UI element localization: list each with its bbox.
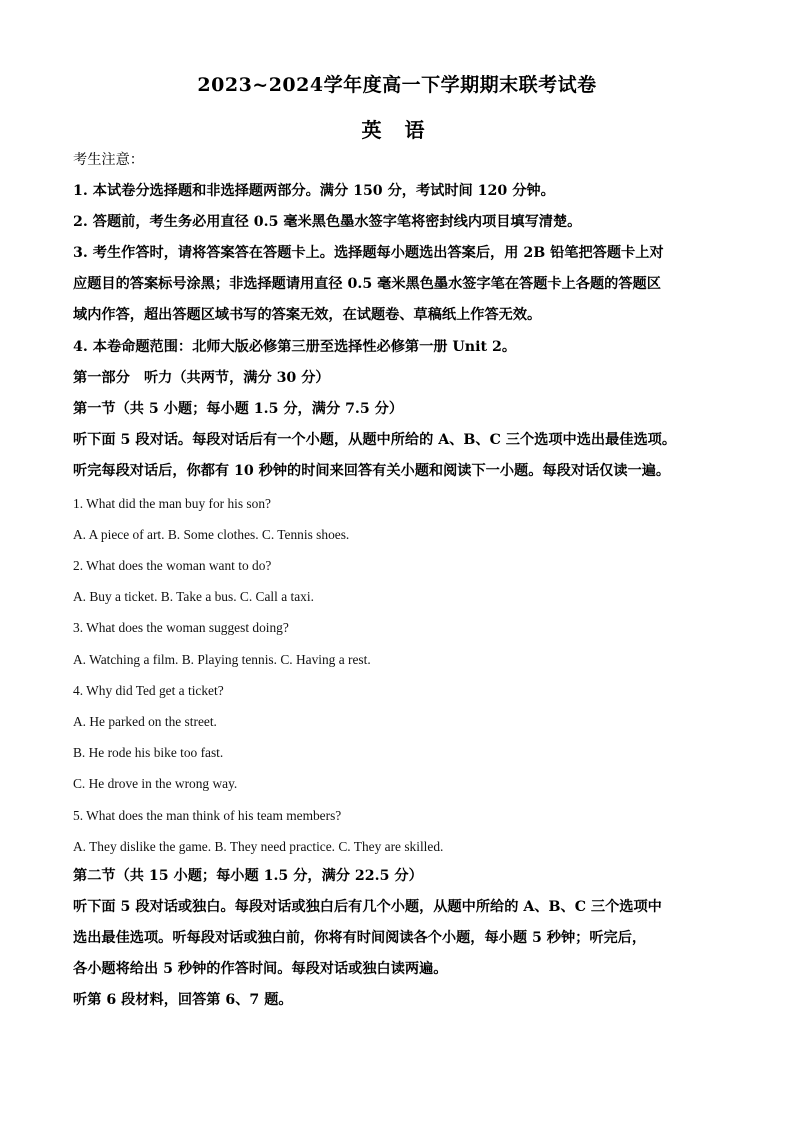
notice-item: 3. 考生作答时，请将答案答在答题卡上。选择题每小题选出答案后，用 2B 铅笔把答题卡上对: [73, 245, 664, 261]
question-option: C. He drove in the wrong way.: [73, 776, 238, 791]
question-options: A. Buy a ticket. B. Take a bus. C. Call a taxi.: [73, 589, 314, 604]
question-option: B. He rode his bike too fast.: [73, 745, 224, 760]
notice-item: 应题目的答案标号涂黑；非选择题请用直径 0.5 毫米黑色墨水签字笔在答题卡上各题的答题区: [73, 276, 661, 292]
section-heading: 第二节（共 15 小题；每小题 1.5 分，满分 22.5 分）: [73, 868, 423, 884]
section-instructions: 听下面 5 段对话。每段对话后有一个小题，从题中所给的 A、B、C 三个选项中选出最佳选项。: [73, 432, 677, 448]
material-note: 听第 6 段材料，回答第 6、7 题。: [73, 992, 293, 1008]
section-instructions: 听下面 5 段对话或独白。每段对话或独白后有几个小题，从题中所给的 A、B、C 三个选项中: [73, 899, 662, 915]
section-instructions: 听完每段对话后，你都有 10 秒钟的时间来回答有关小题和阅读下一小题。每段对话仅读一遍。: [73, 463, 671, 479]
section-instructions: 选出最佳选项。听每段对话或独白前，你将有时间阅读各个小题，每小题 5 秒钟；听完后，: [73, 930, 647, 946]
notice-item: 4. 本卷命题范围：北师大版必修第三册至选择性必修第一册 Unit 2。: [73, 339, 517, 355]
question-options: A. A piece of art. B. Some clothes. C. Tennis shoes.: [73, 527, 350, 542]
question-options: A. Watching a film. B. Playing tennis. C. Having a rest.: [73, 652, 371, 667]
notice-label: 考生注意：: [73, 152, 144, 168]
question-text: 4. Why did Ted get a ticket?: [73, 683, 224, 698]
notice-item: 域内作答，超出答题区域书写的答案无效，在试题卷、草稿纸上作答无效。: [73, 307, 542, 323]
question-text: 5. What does the man think of his team members?: [73, 808, 342, 823]
question-text: 1. What did the man buy for his son?: [73, 496, 271, 511]
question-option: A. He parked on the street.: [73, 714, 217, 729]
subject-title: 英 语: [361, 118, 433, 142]
question-options: A. They dislike the game. B. They need practice. C. They are skilled.: [73, 839, 444, 854]
section-heading: 第一节（共 5 小题；每小题 1.5 分，满分 7.5 分）: [73, 401, 404, 417]
notice-item: 2. 答题前，考生务必用直径 0.5 毫米黑色墨水签字笔将密封线内项目填写清楚。: [73, 214, 582, 230]
exam-title: 2023~2024学年度高一下学期期末联考试卷: [197, 74, 597, 96]
question-text: 3. What does the woman suggest doing?: [73, 620, 289, 635]
section-instructions: 各小题将给出 5 秒钟的作答时间。每段对话或独白读两遍。: [73, 961, 448, 977]
part-heading: 第一部分 听力（共两节，满分 30 分）: [73, 370, 330, 386]
question-text: 2. What does the woman want to do?: [73, 558, 272, 573]
notice-item: 1. 本试卷分选择题和非选择题两部分。满分 150 分，考试时间 120 分钟。: [73, 183, 555, 199]
